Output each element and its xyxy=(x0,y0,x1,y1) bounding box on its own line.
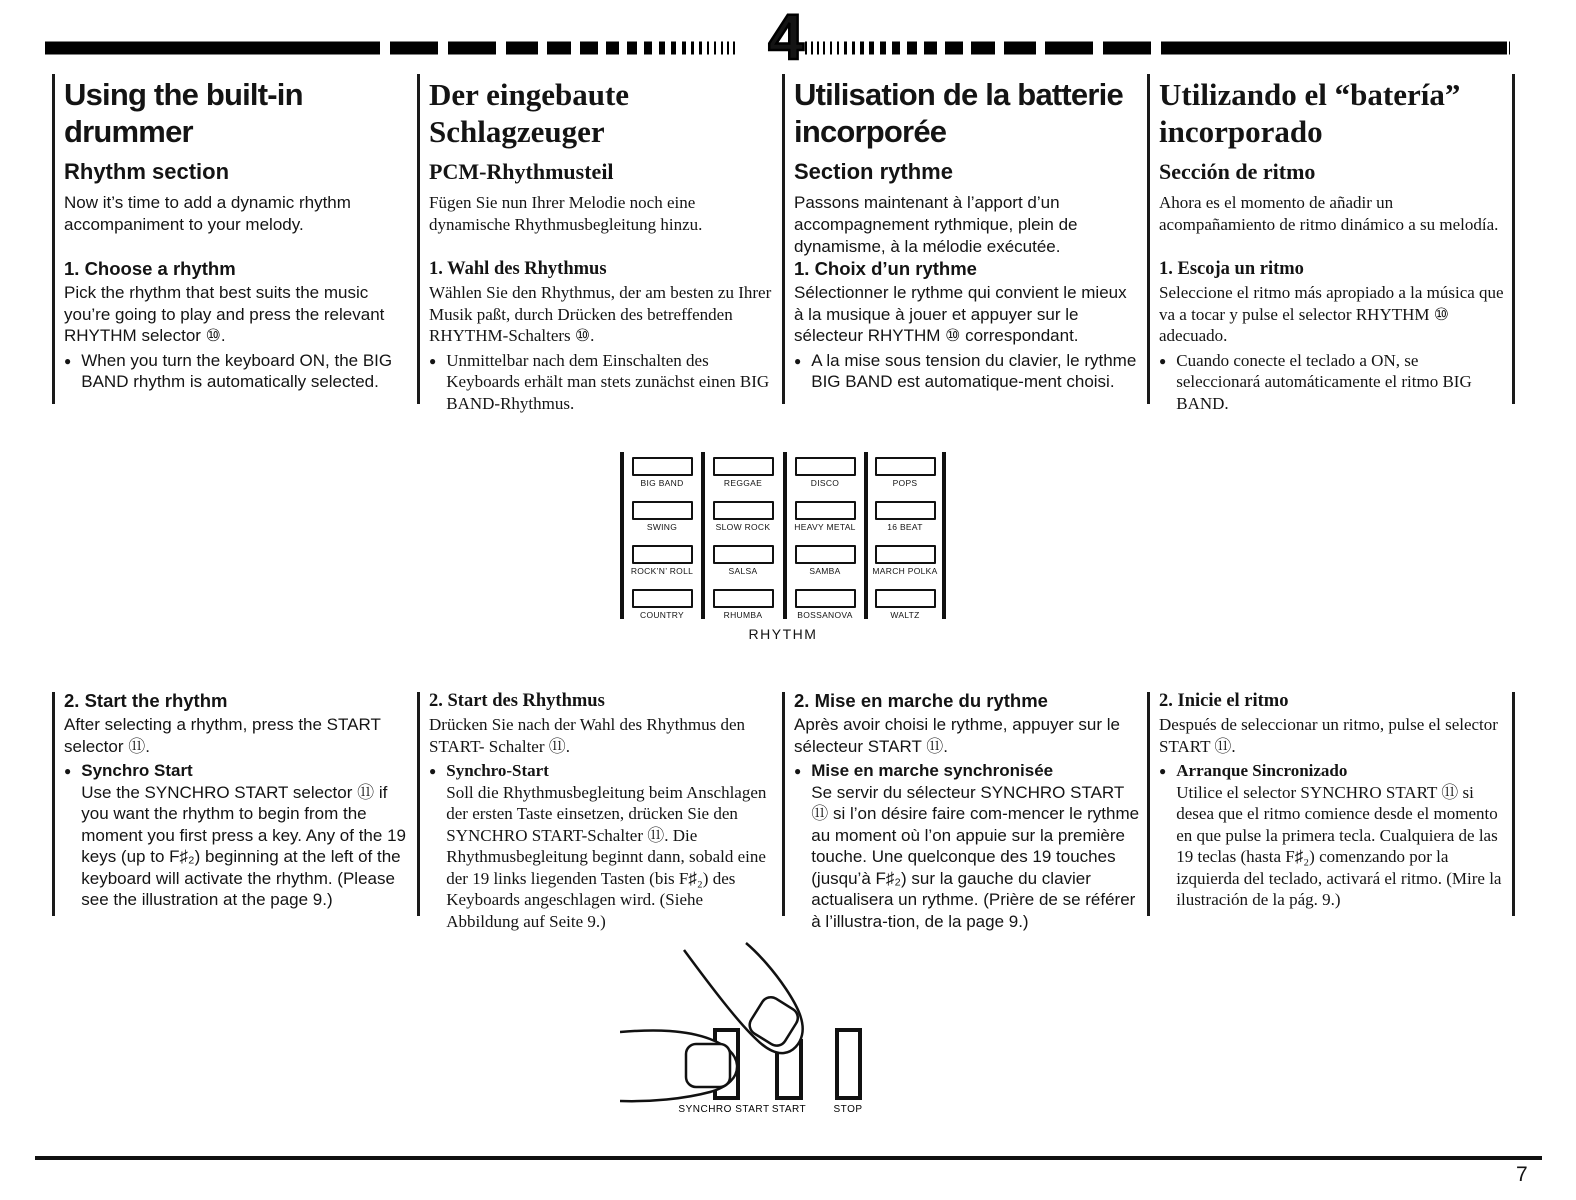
rhythm-button-label: BOSSANOVA xyxy=(797,610,853,620)
bullet-icon: ● xyxy=(64,353,72,368)
bullet-icon: ● xyxy=(64,764,72,778)
rhythm-button-label: RHUMBA xyxy=(723,610,763,620)
bullet-body: Soll die Rhythmusbegleitung beim Anschlagen der ersten Taste einsetzen, drücken Sie den SYNCHRO START-Schalter ⑪. Die Rhythmusbegleitung beginnt dann, sobald eine der 19 links liegenden Tasten (bis F♯₂) des Keyboards angeschlagen wird. (Siehe Abbildung auf Seite 9.) xyxy=(446,782,767,931)
bullet-text xyxy=(811,760,1140,932)
step2-body: Drücken Sie nach der Wahl des Rhythmus den START- Schalter ⑪. xyxy=(429,715,746,756)
rhythm-button xyxy=(795,545,856,564)
column-rule xyxy=(1147,74,1150,404)
rhythm-button xyxy=(795,501,856,520)
rhythm-button xyxy=(875,589,936,608)
rhythm-button-label: WALTZ xyxy=(890,610,920,620)
step2-body: After selecting a rhythm, press the START selector ⑪. xyxy=(64,715,381,756)
rhythm-button xyxy=(713,545,774,564)
column-title: Utilizando el “batería” incorporado xyxy=(1159,77,1461,149)
column-subtitle: Sección de ritmo xyxy=(1159,159,1316,184)
step1-heading: 1. Choix d’un rythme xyxy=(794,258,977,279)
rhythm-button-label: 16 BEAT xyxy=(887,522,923,532)
column-english xyxy=(64,76,410,406)
bullet-body: Use the SYNCHRO START selector ⑪ if you want the rhythm to begin from the moment you first press a key. Any of the 19 keys (up to F♯₂) beginning at the left of the keyboard will activate the rhythm. (Please see the illustration at the page 9.) xyxy=(81,782,406,909)
fingernail xyxy=(686,1044,730,1087)
rhythm-button xyxy=(795,457,856,476)
rhythm-button xyxy=(795,589,856,608)
column-title: Using the built-in drummer xyxy=(64,77,303,149)
start-label: START xyxy=(771,1104,807,1115)
synchro-start-label: SYNCHRO START xyxy=(678,1104,770,1115)
rhythm-button-label: POPS xyxy=(892,478,918,488)
column-english-step2 xyxy=(64,690,410,930)
rhythm-group-1 xyxy=(624,457,700,633)
bullet-icon: ● xyxy=(794,764,802,778)
rhythm-group-4 xyxy=(867,457,943,633)
rhythm-button xyxy=(632,589,693,608)
step2-heading: 2. Inicie el ritmo xyxy=(1159,691,1289,711)
column-subtitle: PCM-Rhythmusteil xyxy=(429,159,614,184)
rhythm-button-label: SLOW ROCK xyxy=(715,522,771,532)
column-rule xyxy=(782,74,785,404)
rhythm-button-label: SWING xyxy=(646,522,678,532)
rhythm-button-label: SAMBA xyxy=(809,566,841,576)
rhythm-button xyxy=(875,457,936,476)
rhythm-button-label: ROCK’N’ ROLL xyxy=(630,566,694,576)
column-rule xyxy=(1512,692,1515,916)
rhythm-button-label: COUNTRY xyxy=(640,610,684,620)
footer-rule xyxy=(35,1156,1542,1160)
column-spanish-step2 xyxy=(1159,690,1505,930)
bullet-icon: ● xyxy=(429,764,437,778)
stop-label: STOP xyxy=(833,1104,863,1115)
column-spanish xyxy=(1159,76,1505,413)
column-intro: Fügen Sie nun Ihrer Melodie noch eine dynamische Rhythmusbegleitung hinzu. xyxy=(429,193,703,234)
step2-heading: 2. Mise en marche du rythme xyxy=(794,690,1048,711)
rhythm-panel-caption: RHYTHM xyxy=(748,626,818,642)
rhythm-group-2 xyxy=(705,457,781,633)
step1-body: Pick the rhythm that best suits the music you’re going to play and press the relevant RHYTHM selector ⑩. xyxy=(64,283,385,345)
step2-body: Después de seleccionar un ritmo, pulse el selector START ⑪. xyxy=(1159,715,1498,756)
column-rule xyxy=(1512,74,1515,404)
panel-divider xyxy=(620,452,624,619)
rhythm-button xyxy=(713,589,774,608)
page-number: 7 xyxy=(1516,1163,1528,1186)
bullet-text: Unmittelbar nach dem Einschalten des Keyboards erhält man stets zunächst einen BIG BAND-Rhythmus. xyxy=(446,350,770,413)
bullet-text xyxy=(446,760,775,932)
rhythm-button-label: REGGAE xyxy=(723,478,763,488)
column-rule xyxy=(782,692,785,916)
rhythm-button-label: DISCO xyxy=(810,478,840,488)
bullet-icon: ● xyxy=(1159,764,1167,778)
rhythm-button-label: BIG BAND xyxy=(640,478,684,488)
rhythm-button xyxy=(632,457,693,476)
column-intro: Ahora es el momento de añadir un acompañamiento de ritmo dinámico a su melodía. xyxy=(1159,193,1499,234)
bullet-title: Synchro Start xyxy=(81,761,193,780)
panel-divider xyxy=(783,452,787,619)
column-intro: Now it’s time to add a dynamic rhythm accompaniment to your melody. xyxy=(64,193,351,234)
bullet-title: Arranque Sincronizado xyxy=(1176,761,1348,780)
column-title: Utilisation de la batterie incorporée xyxy=(794,77,1123,149)
panel-divider xyxy=(701,452,705,619)
column-french-step2 xyxy=(794,690,1140,930)
rhythm-button xyxy=(875,501,936,520)
bullet-text: A la mise sous tension du clavier, le rythme BIG BAND est automatique-ment choisi. xyxy=(811,350,1137,391)
column-subtitle: Rhythm section xyxy=(64,159,230,184)
step2-heading: 2. Start des Rhythmus xyxy=(429,691,605,711)
step2-heading: 2. Start the rhythm xyxy=(64,690,228,711)
bullet-icon: ● xyxy=(429,353,437,368)
rhythm-button-label: SALSA xyxy=(728,566,758,576)
rhythm-group-3 xyxy=(787,457,863,633)
step1-heading: 1. Choose a rhythm xyxy=(64,258,236,279)
synchro-start-illustration xyxy=(620,940,910,1118)
step1-heading: 1. Wahl des Rhythmus xyxy=(429,259,607,279)
rhythm-button xyxy=(632,501,693,520)
step1-body: Wählen Sie den Rhythmus, der am besten zu Ihrer Musik paßt, durch Drücken des betreffenden RHYTHM-Schalters ⑩. xyxy=(429,283,772,345)
rhythm-button xyxy=(875,545,936,564)
bullet-text xyxy=(81,760,410,911)
column-german xyxy=(429,76,775,413)
column-rule xyxy=(52,692,55,916)
chapter-number: 4 xyxy=(768,1,802,73)
bullet-body: Utilice el selector SYNCHRO START ⑪ si desea que el ritmo comience desde el momento en que pulse la primera tecla. Cualquiera de las 19 teclas (hasta F♯₂) comenzando por la izquierda del teclado, activará el ritmo. (Mire la ilustración de la pág. 9.) xyxy=(1176,782,1502,909)
column-french xyxy=(794,76,1140,406)
rhythm-button-label: MARCH POLKA xyxy=(872,566,938,576)
column-rule xyxy=(417,692,420,916)
bullet-body: Se servir du sélecteur SYNCHRO START ⑪ si l’on désire faire com-mencer le rythme au moment où l’on appuie sur la première touche. Une quelconque des 19 touches (jusqu’à F♯₂) sur la gauche du clavier actualisera un rythme. (Prière de se référer à l’illustra-tion, de la page 9.) xyxy=(811,782,1140,931)
column-subtitle: Section rythme xyxy=(794,159,953,184)
rhythm-button-label: HEAVY METAL xyxy=(794,522,856,532)
rhythm-button xyxy=(632,545,693,564)
step1-heading: 1. Escoja un ritmo xyxy=(1159,259,1304,279)
rhythm-button xyxy=(713,501,774,520)
bullet-text xyxy=(1176,760,1505,911)
step2-body: Après avoir choisi le rythme, appuyer sur le sélecteur START ⑪. xyxy=(794,715,1120,756)
rhythm-selector-panel xyxy=(620,452,946,622)
bullet-icon: ● xyxy=(1159,353,1167,368)
bullet-icon: ● xyxy=(794,353,802,368)
column-rule xyxy=(417,74,420,404)
column-rule xyxy=(52,74,55,404)
step1-body: Seleccione el ritmo más apropiado a la música que va a tocar y pulse el selector RHYTHM ⑩ adecuado. xyxy=(1159,283,1504,345)
bullet-title: Synchro-Start xyxy=(446,761,549,780)
step1-body: Sélectionner le rythme qui convient le mieux à la musique à jouer et appuyer sur le sélecteur RHYTHM ⑩ correspondant. xyxy=(794,283,1127,345)
bullet-text: Cuando conecte el teclado a ON, se seleccionará automáticamente el ritmo BIG BAND. xyxy=(1176,350,1472,413)
column-title: Der eingebaute Schlagzeuger xyxy=(429,77,630,149)
column-german-step2 xyxy=(429,690,775,930)
column-intro: Passons maintenant à l’apport d’un accompagnement rythmique, plein de dynamisme, à la mélodie exécutée. xyxy=(794,193,1078,256)
stop-button xyxy=(837,1030,860,1098)
rhythm-button xyxy=(713,457,774,476)
bullet-text: When you turn the keyboard ON, the BIG BAND rhythm is automatically selected. xyxy=(81,350,393,391)
column-rule xyxy=(1147,692,1150,916)
bullet-title: Mise en marche synchronisée xyxy=(811,761,1054,780)
